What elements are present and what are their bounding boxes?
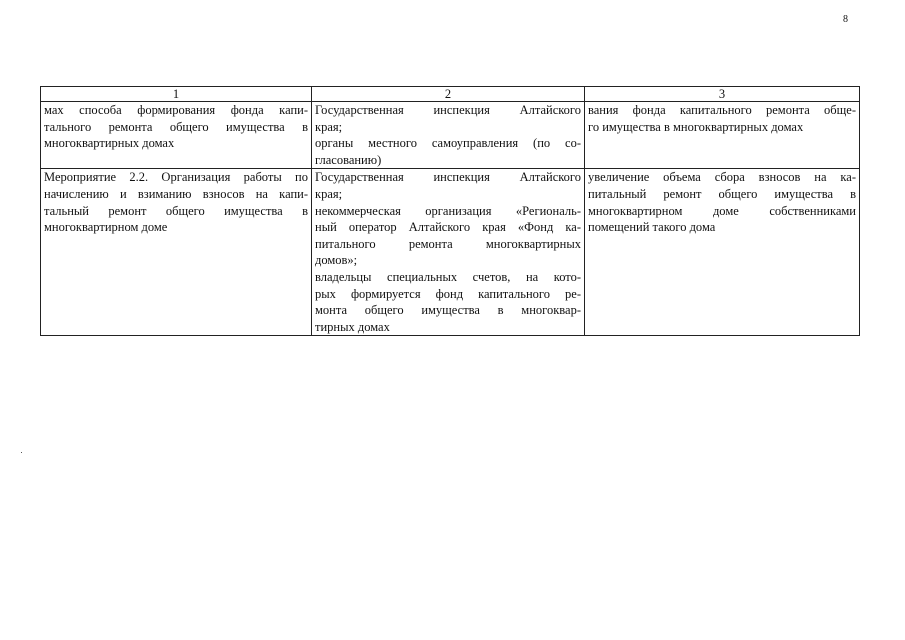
- text-line: Мероприятие 2.2. Организация работы по: [44, 170, 308, 185]
- text-line: мах способа формирования фонда капи-: [44, 103, 308, 117]
- text-line: тирных домах: [315, 319, 390, 334]
- text-line: питальный ремонт общего имущества в: [588, 186, 856, 201]
- text-line: края;: [315, 186, 343, 201]
- column-number-1: 1: [41, 87, 312, 102]
- scan-speck: [21, 452, 22, 453]
- text-line: гласованию): [315, 152, 382, 167]
- text-line: увеличение объема сбора взносов на ка-: [588, 170, 856, 185]
- column-number-2: 2: [312, 87, 585, 102]
- text-line: многоквартирном доме: [44, 220, 168, 235]
- text-line: органы местного самоуправления (по со-: [315, 136, 581, 151]
- text-line: тальный ремонт общего имущества в: [44, 203, 308, 218]
- result-cell: [585, 102, 860, 169]
- text-line: вания фонда капитального ремонта обще-: [588, 103, 856, 117]
- text-line: го имущества в многоквартирных домах: [588, 119, 804, 134]
- text-line: тального ремонта общего имущества в: [44, 119, 308, 134]
- measures-table: [40, 86, 860, 336]
- text-line: некоммерческая организация «Региональ-: [315, 203, 581, 218]
- executor-cell: [312, 102, 585, 169]
- executor-cell: [312, 169, 585, 336]
- text-line: помещений такого дома: [588, 220, 716, 235]
- text-line: владельцы специальных счетов, на кото-: [315, 269, 581, 284]
- text-line: Государственная инспекция Алтайского: [315, 103, 581, 117]
- table-row: [41, 169, 860, 336]
- text-line: ный оператор Алтайского края «Фонд ка-: [315, 220, 581, 235]
- result-cell: [585, 169, 860, 336]
- text-line: многоквартирных домах: [44, 136, 175, 151]
- table-row: [41, 102, 860, 169]
- text-line: рых формируется фонд капитального ре-: [315, 286, 581, 301]
- measure-cell: [41, 169, 312, 336]
- text-line: Государственная инспекция Алтайского: [315, 170, 581, 185]
- text-line: края;: [315, 119, 343, 134]
- page-number: 8: [843, 14, 848, 25]
- text-line: начислению и взиманию взносов на капи-: [44, 186, 308, 201]
- column-number-3: 3: [585, 87, 860, 102]
- text-line: домов»;: [315, 253, 358, 268]
- text-line: монта общего имущества в многоквар-: [315, 303, 581, 318]
- table-header-row: [41, 87, 860, 102]
- text-line: питального ремонта многоквартирных: [315, 236, 581, 251]
- measure-cell: [41, 102, 312, 169]
- text-line: многоквартирном доме собственниками: [588, 203, 856, 218]
